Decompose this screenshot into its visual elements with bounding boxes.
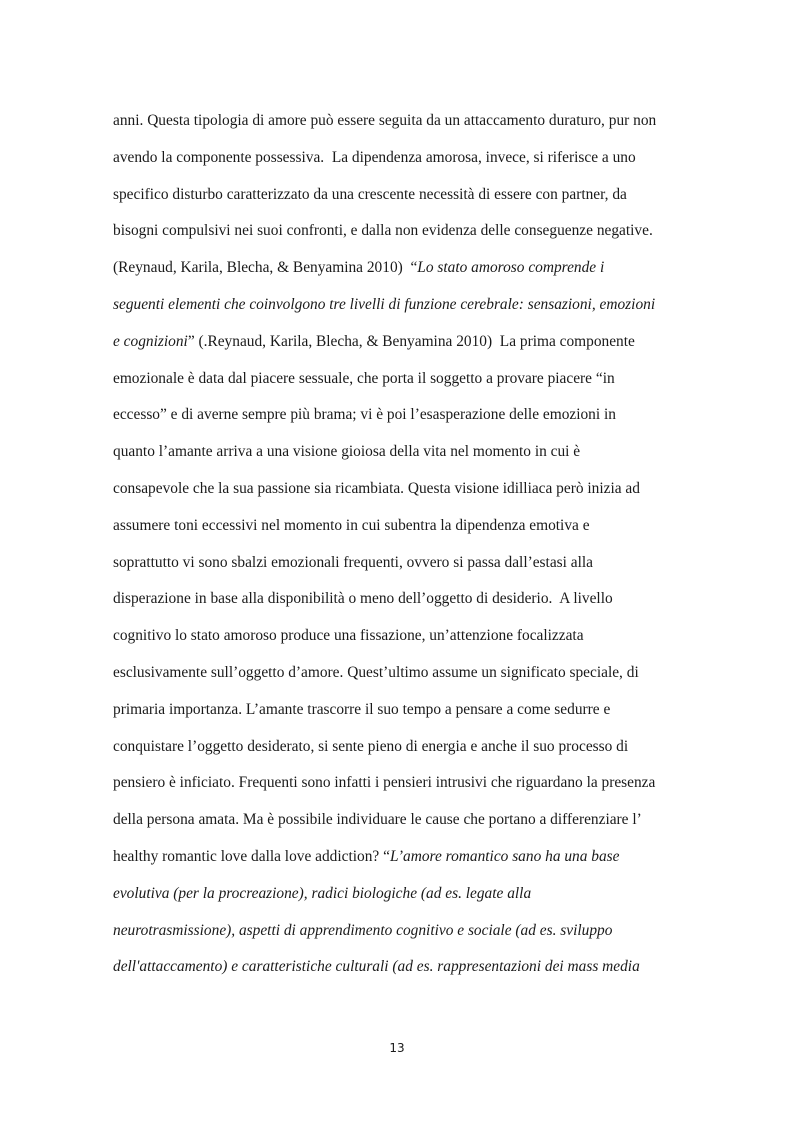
text-run: anni. Questa tipologia di amore può essere seguita da un attaccamento duraturo, pur non [113, 112, 657, 129]
italic-text-run: e cognizioni [113, 332, 188, 350]
text-line [113, 626, 691, 663]
page-number: 13 [389, 1041, 405, 1055]
text-line [113, 221, 691, 258]
text-run: primaria importanza. L’amante trascorre il suo tempo a pensare a come sedurre e [113, 700, 611, 718]
text-line [113, 810, 691, 847]
text-line [113, 700, 691, 737]
italic-text-run: seguenti elementi che coinvolgono tre livelli di funzione cerebrale: sensazioni, emozioni [113, 295, 656, 313]
text-line [113, 369, 691, 406]
italic-text-run: neurotrasmissione), aspetti di apprendimento cognitivo e sociale (ad es. sviluppo [113, 921, 613, 939]
text-line [113, 516, 691, 553]
text-run: della persona amata. Ma è possibile individuare le cause che portano a differenziare l’ [113, 811, 642, 829]
text-run: consapevole che la sua passione sia ricambiata. Questa visione idilliaca però inizia ad [113, 479, 640, 497]
text-run: avendo la componente possessiva. La dipendenza amorosa, invece, si riferisce a uno [113, 148, 636, 166]
text-line [113, 185, 691, 222]
text-run: (Reynaud, Karila, Blecha, & Benyamina 2010) “ [113, 259, 418, 277]
text-run: bisogni compulsivi nei suoi confronti, e dalla non evidenza delle conseguenze negative. [113, 222, 653, 240]
italic-text-run: dell'attaccamento) e caratteristiche culturali (ad es. rappresentazioni dei mass media [113, 958, 640, 976]
text-run: assumere toni eccessivi nel momento in cui subentra la dipendenza emotiva e [113, 516, 590, 534]
text-run: specifico disturbo caratterizzato da una crescente necessità di essere con partner, da [113, 185, 627, 203]
body-text [113, 111, 691, 994]
text-line [113, 589, 691, 626]
text-run: ” (.Reynaud, Karila, Blecha, & Benyamina 2010) La prima componente [187, 332, 635, 350]
text-line [113, 737, 691, 774]
text-line [113, 332, 691, 369]
text-line [113, 921, 691, 958]
text-run: pensiero è inficiato. Frequenti sono infatti i pensieri intrusivi che riguardano la presenza [113, 774, 656, 792]
text-run: disperazione in base alla disponibilità o meno dell’oggetto di desiderio. A livello [113, 590, 613, 608]
text-line [113, 773, 691, 810]
italic-text-run: L’amore romantico sano ha una base [389, 847, 620, 865]
text-run: eccesso” e di averne sempre più brama; vi è poi l’esasperazione delle emozioni in [113, 406, 616, 424]
text-run: soprattutto vi sono sbalzi emozionali frequenti, ovvero si passa dall’estasi alla [113, 553, 593, 571]
text-line [113, 553, 691, 590]
text-run: emozionale è data dal piacere sessuale, che porta il soggetto a provare piacere “in [113, 369, 615, 387]
text-line [113, 957, 691, 994]
text-line [113, 295, 691, 332]
text-line [113, 884, 691, 921]
text-line [113, 847, 691, 884]
text-run: esclusivamente sull’oggetto d’amore. Quest’ultimo assume un significato speciale, di [113, 663, 639, 681]
text-line [113, 479, 691, 516]
text-line [113, 111, 691, 148]
text-line [113, 405, 691, 442]
text-line [113, 442, 691, 479]
text-run: cognitivo lo stato amoroso produce una fissazione, un’attenzione focalizzata [113, 627, 584, 645]
text-line [113, 663, 691, 700]
text-line [113, 258, 691, 295]
text-line [113, 148, 691, 185]
italic-text-run: evolutiva (per la procreazione), radici biologiche (ad es. legate alla [113, 884, 532, 902]
text-run: quanto l’amante arriva a una visione gioiosa della vita nel momento in cui è [113, 443, 581, 461]
italic-text-run: Lo stato amoroso comprende i [417, 259, 605, 277]
text-run: conquistare l’oggetto desiderato, si sente pieno di energia e anche il suo processo di [113, 737, 629, 755]
text-run: healthy romantic love dalla love addiction? “ [113, 847, 390, 865]
